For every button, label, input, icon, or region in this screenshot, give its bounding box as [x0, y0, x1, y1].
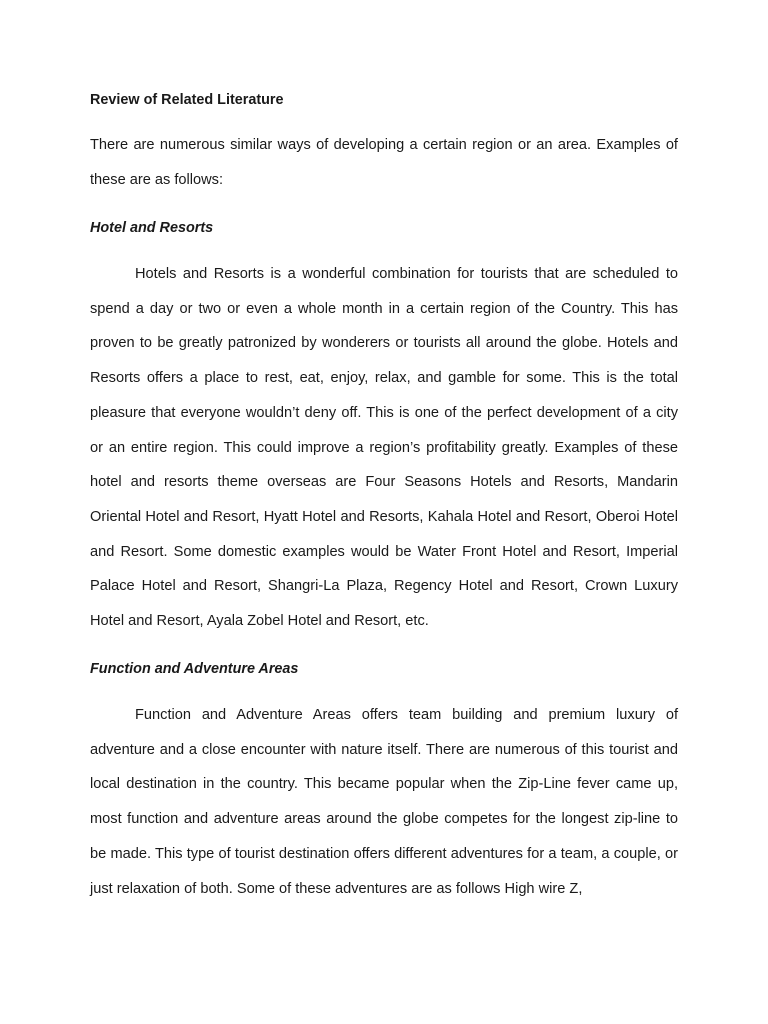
document-title: Review of Related Literature [90, 92, 284, 108]
section-body-hotel-and-resorts: Hotels and Resorts is a wonderful combination for tourists that are scheduled to spend a day or two or even a whole month in a certain region of the Country. This has proven to be greatly patronized by wonderers or tourists all around the globe. Hotels and Resorts offers a place to rest, eat, enjoy, relax, and gamble for some. This is the total pleasure that everyone wouldn’t deny off. This is one of the perfect development of a city or an entire region. This could improve a region’s profitability greatly. Examples of these hotel and resorts theme overseas are Four Seasons Hotels and Resorts, Mandarin Oriental Hotel and Resort, Hyatt Hotel and Resorts, Kahala Hotel and Resort, Oberoi Hotel and Resort. Some domestic examples would be Water Front Hotel and Resort, Imperial Palace Hotel and Resort, Shangri-La Plaza, Regency Hotel and Resort, Crown Luxury Hotel and Resort, Ayala Zobel Hotel and Resort, etc. [90, 266, 678, 630]
section-body-function-and-adventure-areas: Function and Adventure Areas offers team building and premium luxury of adventure and a close encounter with nature itself. There are numerous of this tourist and local destination in the country. This became popular when the Zip-Line fever came up, most function and adventure areas around the globe competes for the longest zip-line to be made. This type of tourist destination offers different adventures for a team, a couple, or just relaxation of both. Some of these adventures are as follows High wire Z, [90, 707, 678, 897]
section-heading-function-and-adventure-areas: Function and Adventure Areas [90, 661, 299, 677]
section-heading-hotel-and-resorts: Hotel and Resorts [90, 220, 214, 236]
intro-paragraph: There are numerous similar ways of developing a certain region or an area. Examples of these are as follows: [90, 137, 678, 188]
